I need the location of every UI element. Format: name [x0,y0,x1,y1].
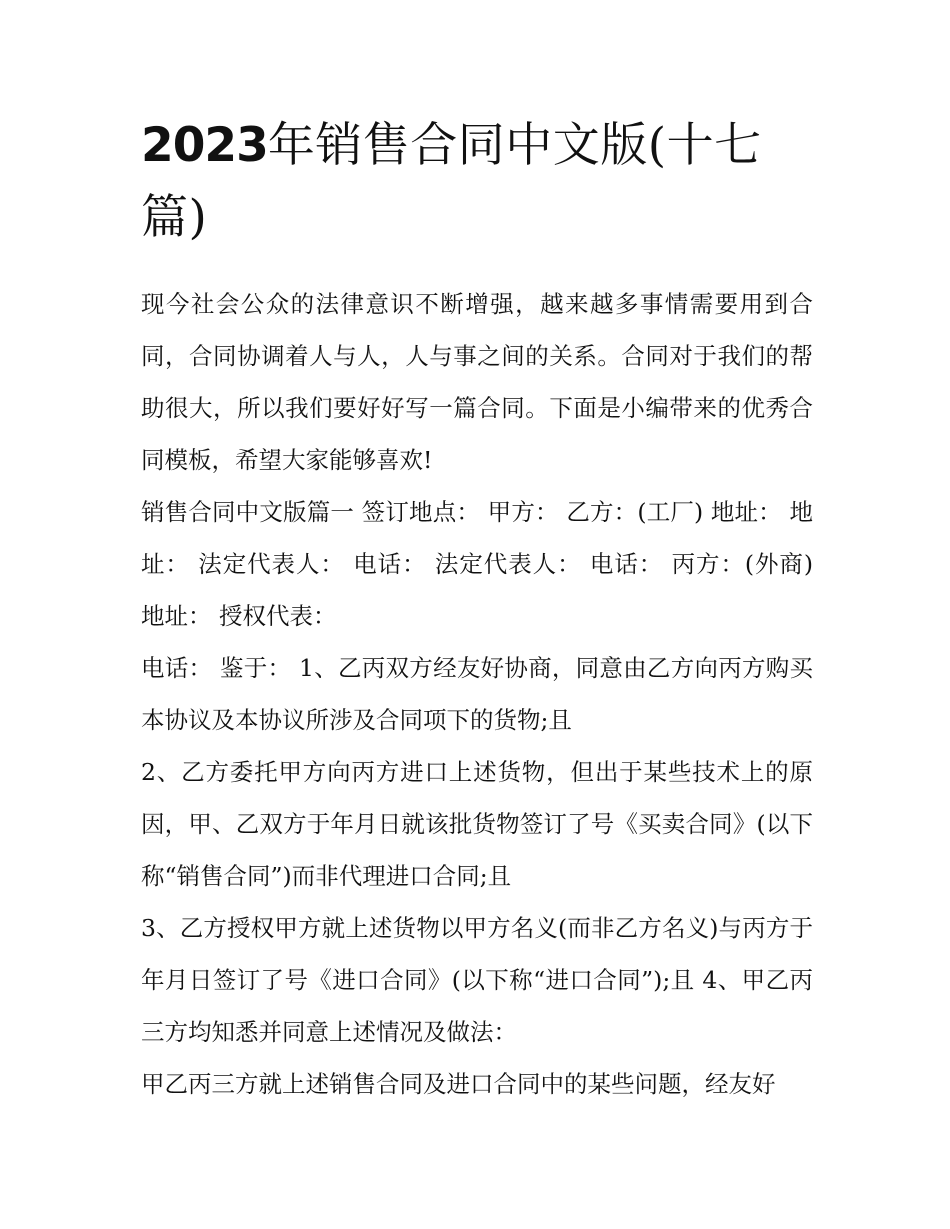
document-title [141,110,813,254]
intro-paragraph: 现今社会公众的法律意识不断增强，越来越多事情需要用到合同，合同协调着人与人，人与事之间的关系。合同对于我们的帮助很大，所以我们要好好写一篇合同。下面是小编带来的优秀合同模板，希望大家能够喜欢! [141,290,813,474]
recital-3-paragraph: 3、乙方授权甲方就上述货物以甲方名义(而非乙方名义)与丙方于年月日签订了号《进口合同》(以下称“进口合同”);且 4、甲乙丙三方均知悉并同意上述情况及做法： [141,914,813,1046]
document-page [141,110,813,1110]
document-body [141,278,813,1110]
parties-paragraph: 销售合同中文版篇一 签订地点： 甲方： 乙方：(工厂) 地址： 地址： 法定代表人： 电话： 法定代表人： 电话： 丙方：(外商) 地址： 授权代表： [141,498,813,630]
recital-1-paragraph: 电话： 鉴于： 1、乙丙双方经友好协商，同意由乙方向丙方购买本协议及本协议所涉及合同项下的货物;且 [141,654,813,734]
title-text: 年销售合同中文版(十七篇) [141,118,762,245]
agreement-paragraph: 甲乙丙三方就上述销售合同及进口合同中的某些问题，经友好 [141,1070,776,1098]
recital-2-paragraph: 2、乙方委托甲方向丙方进口上述货物，但出于某些技术上的原因，甲、乙双方于年月日就该批货物签订了号《买卖合同》(以下称“销售合同”)而非代理进口合同;且 [141,758,813,890]
title-year: 2023 [141,118,268,173]
